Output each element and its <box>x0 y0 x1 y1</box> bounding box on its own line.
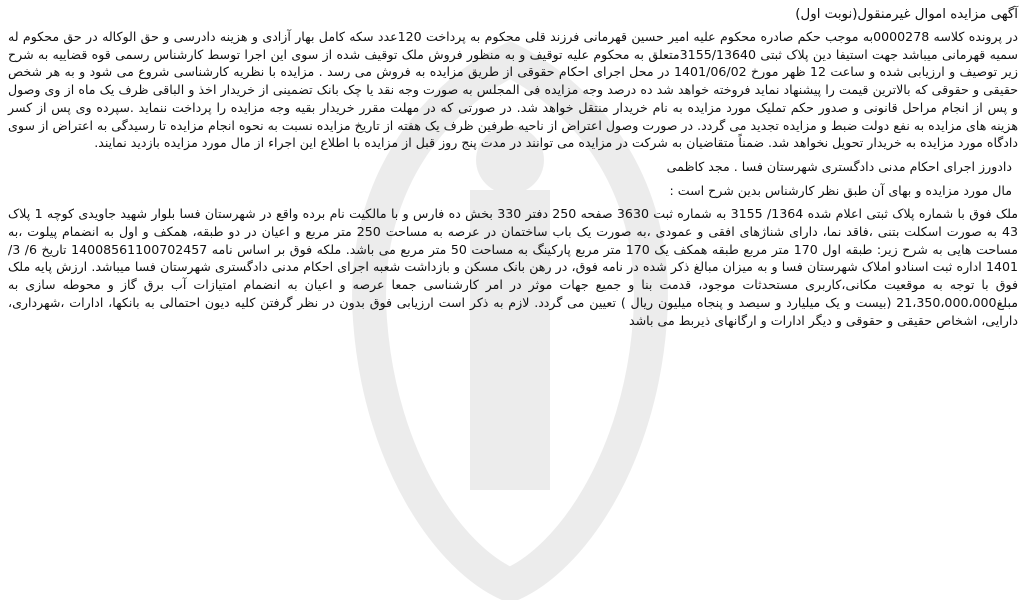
property-description-paragraph: ملک فوق با شماره پلاک ثبتی اعلام شده 1364/ 3155 به شماره ثبت 3630 صفحه 250 دفتر 330 بخش ده فارس و با مالکیت نام برده واقع در شهرستان فسا بلوار شهید جاویدی کوچه 1 پلاک 43 به صورت اسکلت بتنی ،فاقد نما، دارای شناژهای افقی و عمودی ،به صورت یک باب ساختمان در عرصه به مساحت 250 متر مربع و اعیان در دو طبقه، همکف و اول به انضمام پیلوت ،به مساحت هایی به شرح زیر: طبقه اول 170 متر مربع طبقه همکف یک 170 متر مربع پارکینگ به مساحت 50 متر مربع می باشد. ملکه فوق بر اساس نامه 14008561100702457 تاریخ 6/ 3/ 1401 اداره ثبت اسنادو املاک شهرستان فسا و به میزان مبالغ ذکر شده در نامه فوق، در رهن بانک مسکن و بازداشت شعبه اجرای احکام مدنی دادگستری شهرستان فسا میباشد. ارزش پایه ملک فوق با توجه به موقعیت مکانی،کاربری مستحدثات موجود، قدمت بنا و جمیع جهات موثر در امر کارشناسی جمعا عرصه و اعیان به انضمام امتیازات آب برق گاز و محوطه سازی به مبلغ21،350،000،000 (بیست و یک میلیارد و سیصد و پنجاه میلیون ریال ) تعیین می گردد. لازم به ذکر است ارزیابی فوق بدون در نظر گرفتن کلیه دیون احتمالی به بانکها، ادارات ،شهرداری، دارایی، اشخاص حقیقی و حقوقی و دیگر ادارات و ارگانهای ذیربط می باشد <box>8 206 1019 328</box>
subject-heading: مال مورد مزایده و بهای آن طبق نظر کارشناس بدین شرح است : <box>669 182 1012 198</box>
notice-title: آگهی مزایده اموال غیرمنقول(نوبت اول) <box>795 7 1018 22</box>
signature-line: دادورز اجرای احکام مدنی دادگستری شهرستان فسا . مجد کاظمی <box>666 158 1012 174</box>
notice-body-paragraph: در پرونده کلاسه 0000278به موجب حکم صادره محکوم علیه امیر حسین قهرمانی فرزند قلی محکوم به پرداخت 120عدد سکه کامل بهار آزادی و هزینه دادرسی و حق الوکاله در حق محکوم له سمیه قهرمانی میباشد جهت استیفا دین پلاک ثبتی 3155/13640متعلق به محکوم علیه توقیف و به منظور فروش ملک توقیف شده از سوی این اجرا توسط کارشناس رسمی قوه قضاییه به شرح زیر توصیف و ارزیابی شده و ساعت 12 ظهر مورخ 1401/06/02 در محل اجرای احکام حقوقی از طریق مزایده به فروش می رسد . مزایده با نظریه کارشناسی شروع می شود و به هر شخص حقیقی و حقوقی که بالاترین قیمت را پیشنهاد نماید فروخته خواهد شد ده درصد وجه مزایده فی المجلس به صورت وجه نقد یا چک بانک تضمینی از خریدار اخذ و الباقی ظرف یک ماه از وی وصول و پس از انجام مراحل قانونی و صدور حکم تملیک مورد مزایده به نام خریدار منتقل خواهد شد. در صورتی که در مهلت مقرر خریدار بقیه وجه مزایده را پرداخت ننماید .سپرده وی پس از کسر هزینه های مزایده به نفع دولت ضبط و مزایده تجدید می گردد. در صورت وصول اعتراض از ناحیه طرفین ظرف یک هفته از تاریخ مزایده نسبت به نحوه انجام مزایده تا رسیدگی به اعتراض از سوی دادگاه مورد مزایده به خریدار تحویل نخواهد شد. ضمناً متقاضیان به شرکت در مزایده می توانند در مدت پنج روز قبل از مزایده با اطلاع این اجراء از مال مورد مزایده بازدید نمایند. <box>8 29 1018 151</box>
